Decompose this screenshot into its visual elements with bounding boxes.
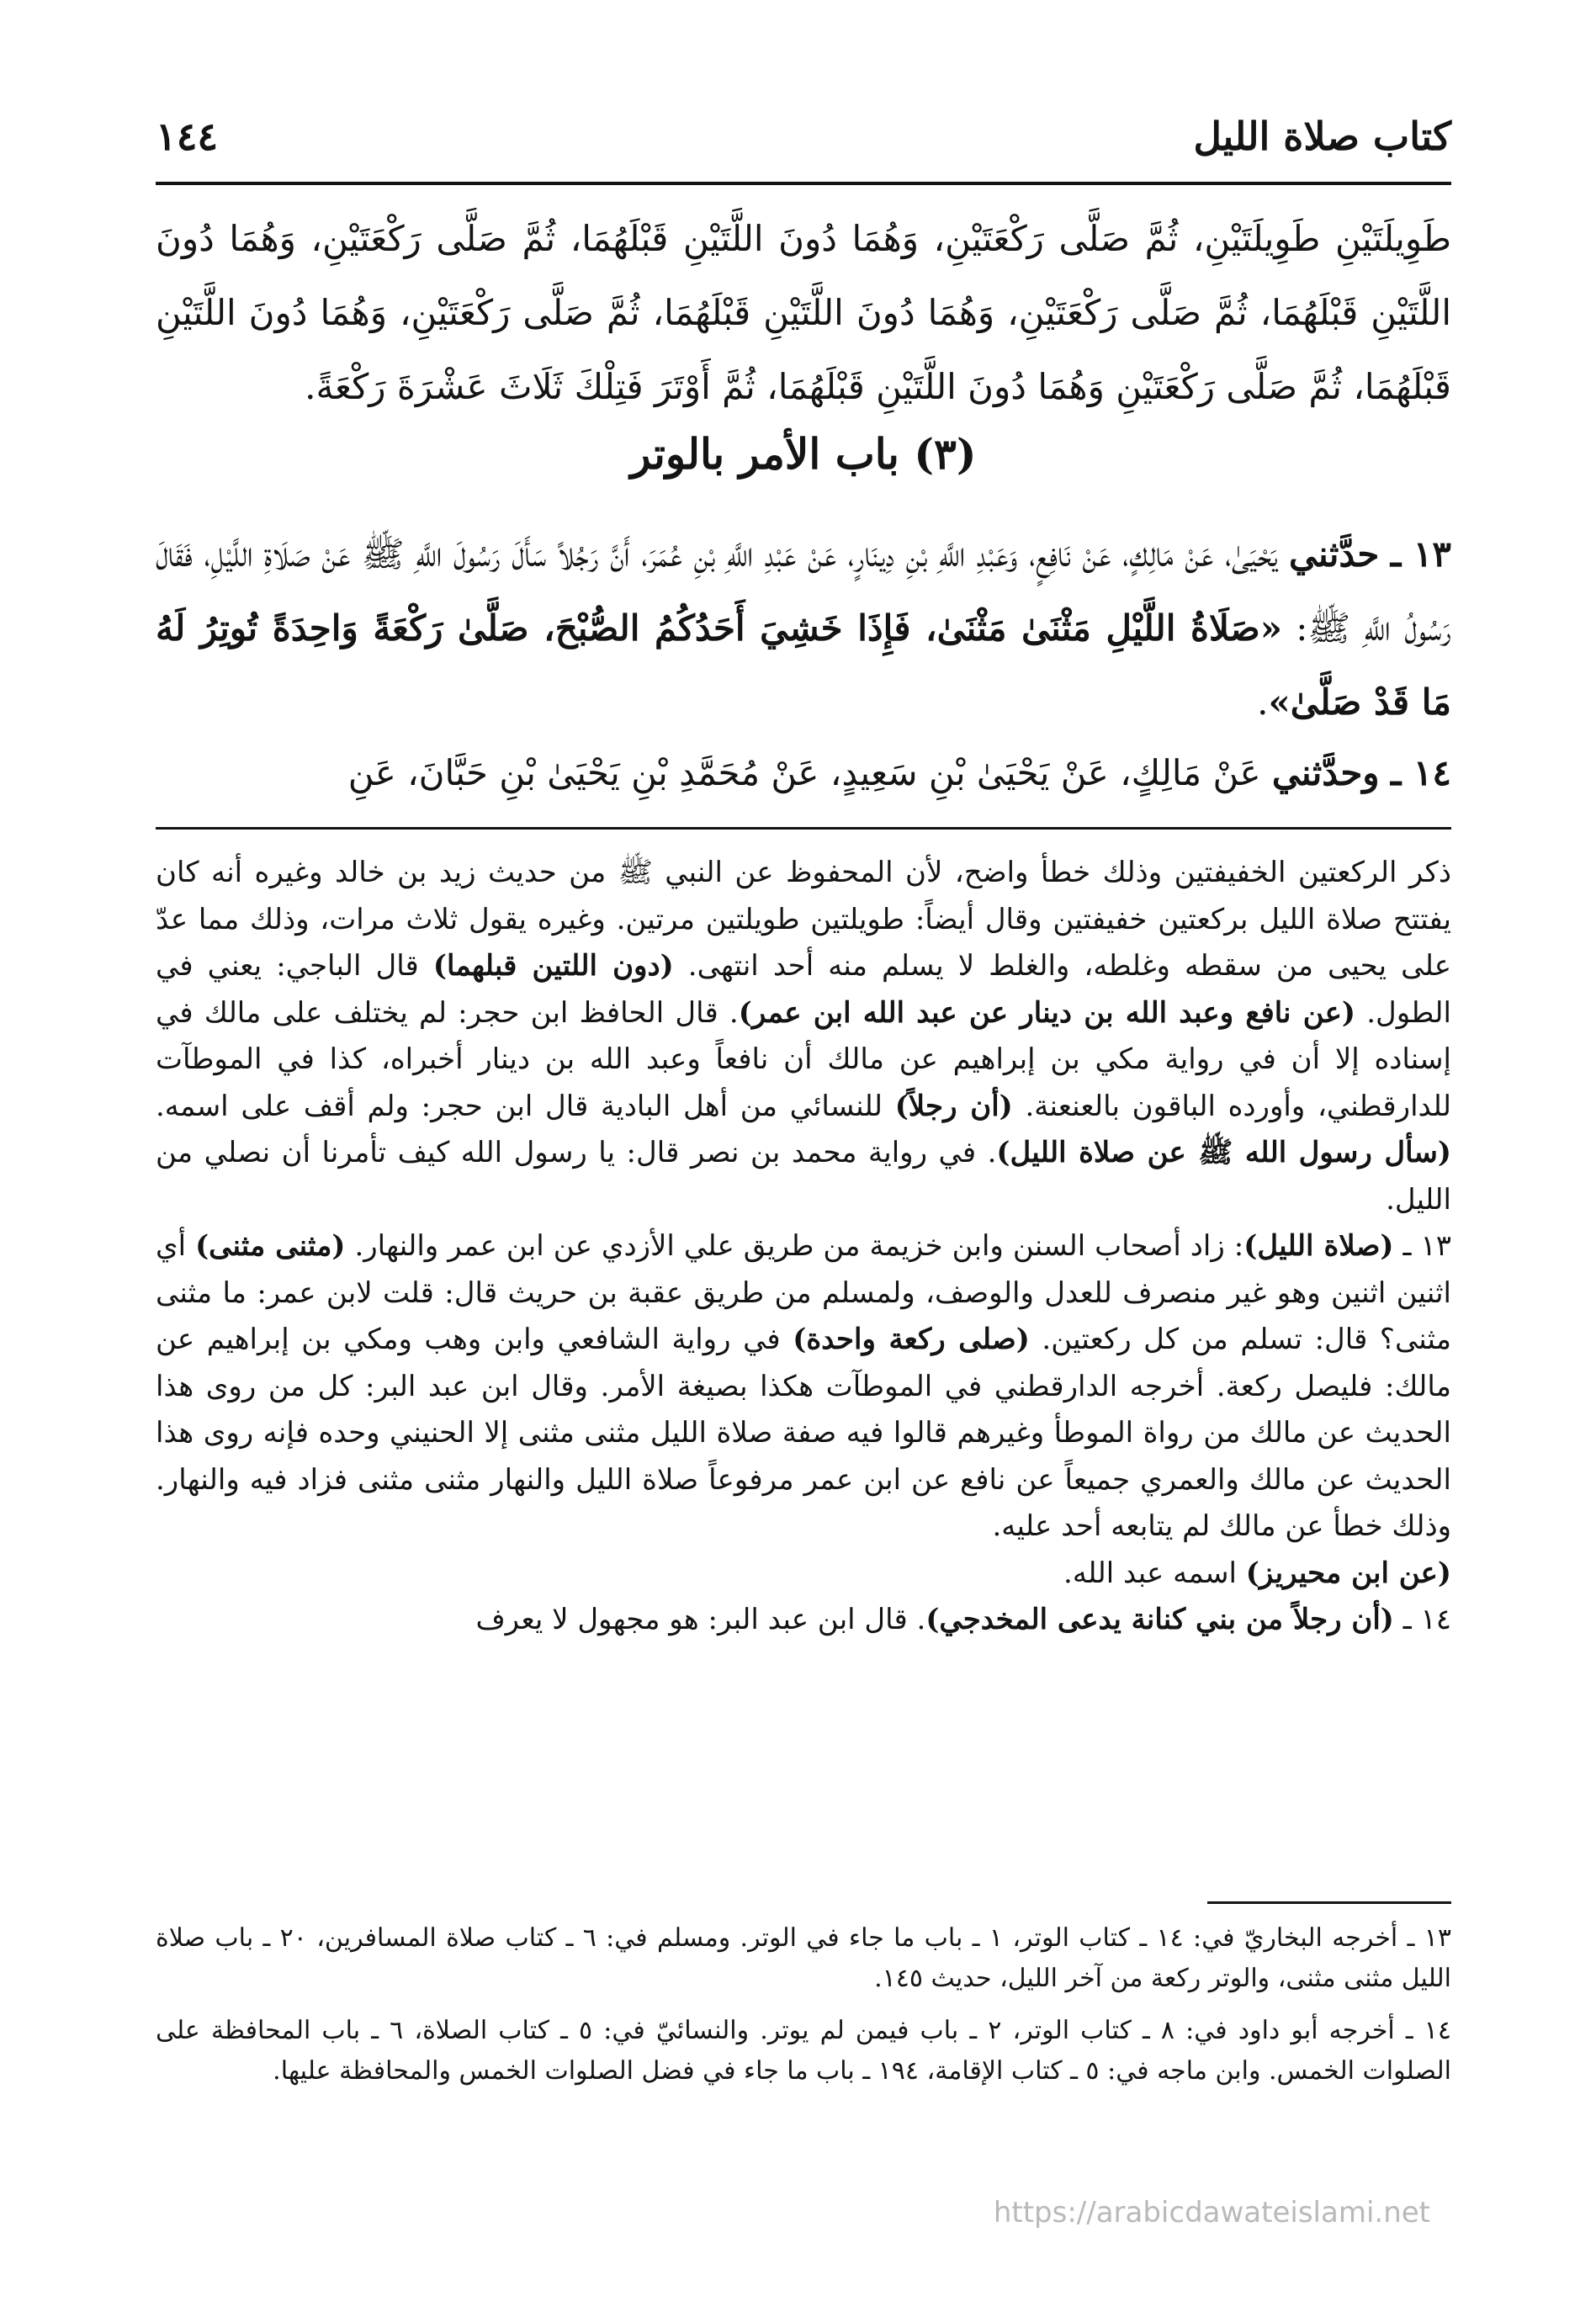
hadith-isnad: يَحْيَىٰ، عَنْ مَالِكٍ، عَنْ نَافِعٍ، وَعَبْدِ اللَّهِ بْنِ دِينَارٍ، عَنْ عَبْدِ اللَّهِ بْنِ عُمَرَ، أَنَّ رَجُلاً سَأَلَ رَسُولَ اللَّهِ ﷺ عَنْ صَلَاةِ اللَّيْلِ، فَقَالَ رَسُولُ اللَّهِ ﷺ: — [156, 533, 1451, 649]
hadith-13 — [156, 517, 1451, 740]
commentary-paragraph — [156, 1597, 1451, 1644]
page-header — [156, 114, 1451, 181]
running-title: كتاب صلاة الليل — [1193, 114, 1451, 159]
commentary-text: اسمه عبد الله. — [1063, 1556, 1246, 1590]
commentary-lemma: (أن رجلاً من بني كنانة يدعى المخدجي) — [925, 1603, 1394, 1636]
hadith-quote: «صَلَاةُ اللَّيْلِ مَثْنَىٰ مَثْنَىٰ، فَإِذَا خَشِيَ أَحَدُكُمُ الصُّبْحَ، صَلَّىٰ رَكْعَةً وَاحِدَةً تُوتِرُ لَهُ مَا قَدْ صَلَّىٰ» — [156, 607, 1451, 723]
hadith-number: ١٤ ـ — [1390, 752, 1451, 793]
commentary-number: ١٣ ـ — [1393, 1229, 1452, 1263]
commentary-text: . قال ابن عبد البر: هو مجهول لا يعرف — [475, 1603, 926, 1636]
hadith-end: . — [1257, 681, 1269, 723]
hadith-lead: حدَّثني — [1289, 533, 1380, 575]
header-rule — [156, 182, 1451, 185]
commentary-text: : زاد أصحاب السنن وابن خزيمة من طريق علي الأزدي عن ابن عمر والنهار. — [345, 1229, 1244, 1263]
commentary-lemma: (مثنى مثنى) — [195, 1229, 346, 1263]
commentary-text: في رواية الشافعي وابن وهب ومكي بن إبراهيم عن مالك: فليصل ركعة. أخرجه الدارقطني في الموطآت هكذا بصيغة الأمر. وقال ابن عبد البر: كل من روى هذا الحديث عن مالك من رواة الموطأ وغيرهم قالوا فيه صفة صلاة الليل مثنى مثنى إلا الحنيني وحده فإنه روى هذا الحديث عن مالك والعمري جميعاً عن نافع عن ابن عمر مرفوعاً صلاة الليل والنهار مثنى مثنى فزاد فيه والنهار. وذلك خطأ عن مالك لم يتابعه أحد عليه. — [156, 1323, 1451, 1543]
hadith-isnad: عَنْ مَالِكٍ، عَنْ يَحْيَىٰ بْنِ سَعِيدٍ، عَنْ مُحَمَّدِ بْنِ يَحْيَىٰ بْنِ حَبَّانَ، عَنِ — [347, 752, 1272, 793]
commentary-text: أي اثنين اثنين وهو غير منصرف للعدل والوصف، ولمسلم من طريق عقبة بن حريث قال: قلت لابن عمر: ما مثنى مثنى؟ قال: تسلم من كل ركعتين. — [156, 1229, 1452, 1356]
commentary-text: قال الباجي: يعني في الطول. — [156, 949, 1451, 1030]
commentary-text: . في رواية محمد بن نصر قال: يا رسول الله كيف تأمرنا أن نصلي من الليل. — [156, 1136, 1451, 1217]
commentary-lemma: (سأل رسول الله ﷺ عن صلاة الليل) — [996, 1136, 1452, 1169]
hadith-14 — [156, 736, 1451, 810]
commentary-text: للنسائي من أهل البادية قال ابن حجر: ولم أقف على اسمه. — [156, 1089, 895, 1123]
footnote-13: ١٣ ـ أخرجه البخاريّ في: ١٤ ـ كتاب الوتر، ١ ـ باب ما جاء في الوتر. ومسلم في: ٦ ـ كتاب صلاة المسافرين، ٢٠ ـ باب صلاة الليل مثنى مثنى، والوتر ركعة من آخر الليل، حديث ١٤٥. — [156, 1923, 1451, 1993]
hadith-lead: وحدَّثني — [1271, 752, 1380, 793]
commentary-paragraph — [156, 1551, 1451, 1598]
commentary-paragraph — [156, 1223, 1451, 1551]
commentary-lemma: (صلى ركعة واحدة) — [793, 1323, 1030, 1356]
commentary-lemma: (عن ابن محيريز) — [1245, 1556, 1451, 1590]
commentary-text: ذكر الركعتين الخفيفتين وذلك خطأ واضح، لأن المحفوظ عن النبي ﷺ من حديث زيد بن خالد وغيره أنه كان يفتتح صلاة الليل بركعتين خفيفتين وقال أيضاً: طويلتين طويلتين مرتين. وغيره يقول ثلاث مرات، وذلك مما عدّ على يحيى من سقطه وغلطه، والغلط لا يسلم منه أحد انتهى. — [156, 856, 1451, 983]
page-number: ١٤٤ — [156, 114, 219, 159]
watermark-url: https://arabicdawateislami.net — [993, 2196, 1430, 2230]
commentary-lemma: (عن نافع وعبد الله بن دينار عن عبد الله ابن عمر) — [738, 995, 1356, 1030]
commentary-text: . قال الحافظ ابن حجر: لم يختلف على مالك في إسناده إلا أن في رواية مكي بن إبراهيم عن مالك أن نافعاً وعبد الله بن دينار أخبراه، كذا في الموطآت للدارقطني، وأورده الباقون بالعنعنة. — [156, 995, 1451, 1123]
footnote-rule — [1207, 1901, 1451, 1904]
commentary-lemma: (صلاة الليل) — [1243, 1229, 1394, 1263]
commentary-lemma: (أن رجلاً) — [894, 1089, 1013, 1123]
commentary-paragraph — [156, 850, 1451, 1223]
footnotes — [156, 1918, 1451, 2103]
footnote-14: ١٤ ـ أخرجه أبو داود في: ٨ ـ كتاب الوتر، ٢ ـ باب فيمن لم يوتر. والنسائيّ في: ٥ ـ كتاب الصلاة، ٦ ـ باب المحافظة على الصلوات الخمس. وابن ماجه في: ٥ ـ كتاب الإقامة، ١٩٤ ـ باب ما جاء في فضل الصلوات الخمس والمحافظة عليها. — [156, 2016, 1451, 2086]
commentary-lemma: (دون اللتين قبلهما) — [432, 949, 674, 983]
chapter-title: (٣) باب الأمر بالوتر — [630, 429, 977, 479]
commentary — [156, 850, 1451, 1644]
hadith-continuation: طَوِيلَتَيْنِ طَوِيلَتَيْنِ، ثُمَّ صَلَّى رَكْعَتَيْنِ، وَهُمَا دُونَ اللَّتَيْنِ قَبْلَهُمَا، ثُمَّ صَلَّى رَكْعَتَيْنِ، وَهُمَا دُونَ اللَّتَيْنِ قَبْلَهُمَا، ثُمَّ صَلَّى رَكْعَتَيْنِ، وَهُمَا دُونَ اللَّتَيْنِ قَبْلَهُمَا، ثُمَّ صَلَّى رَكْعَتَيْنِ، وَهُمَا دُونَ اللَّتَيْنِ قَبْلَهُمَا، ثُمَّ صَلَّى رَكْعَتَيْنِ وَهُمَا دُونَ اللَّتَيْنِ قَبْلَهُمَا، ثُمَّ أَوْتَرَ فَتِلْكَ ثَلَاثَ عَشْرَةَ رَكْعَةً. — [156, 218, 1451, 407]
commentary-number: ١٤ ـ — [1393, 1603, 1451, 1636]
hadith-number: ١٣ ـ — [1390, 533, 1451, 575]
commentary-rule — [156, 827, 1451, 830]
